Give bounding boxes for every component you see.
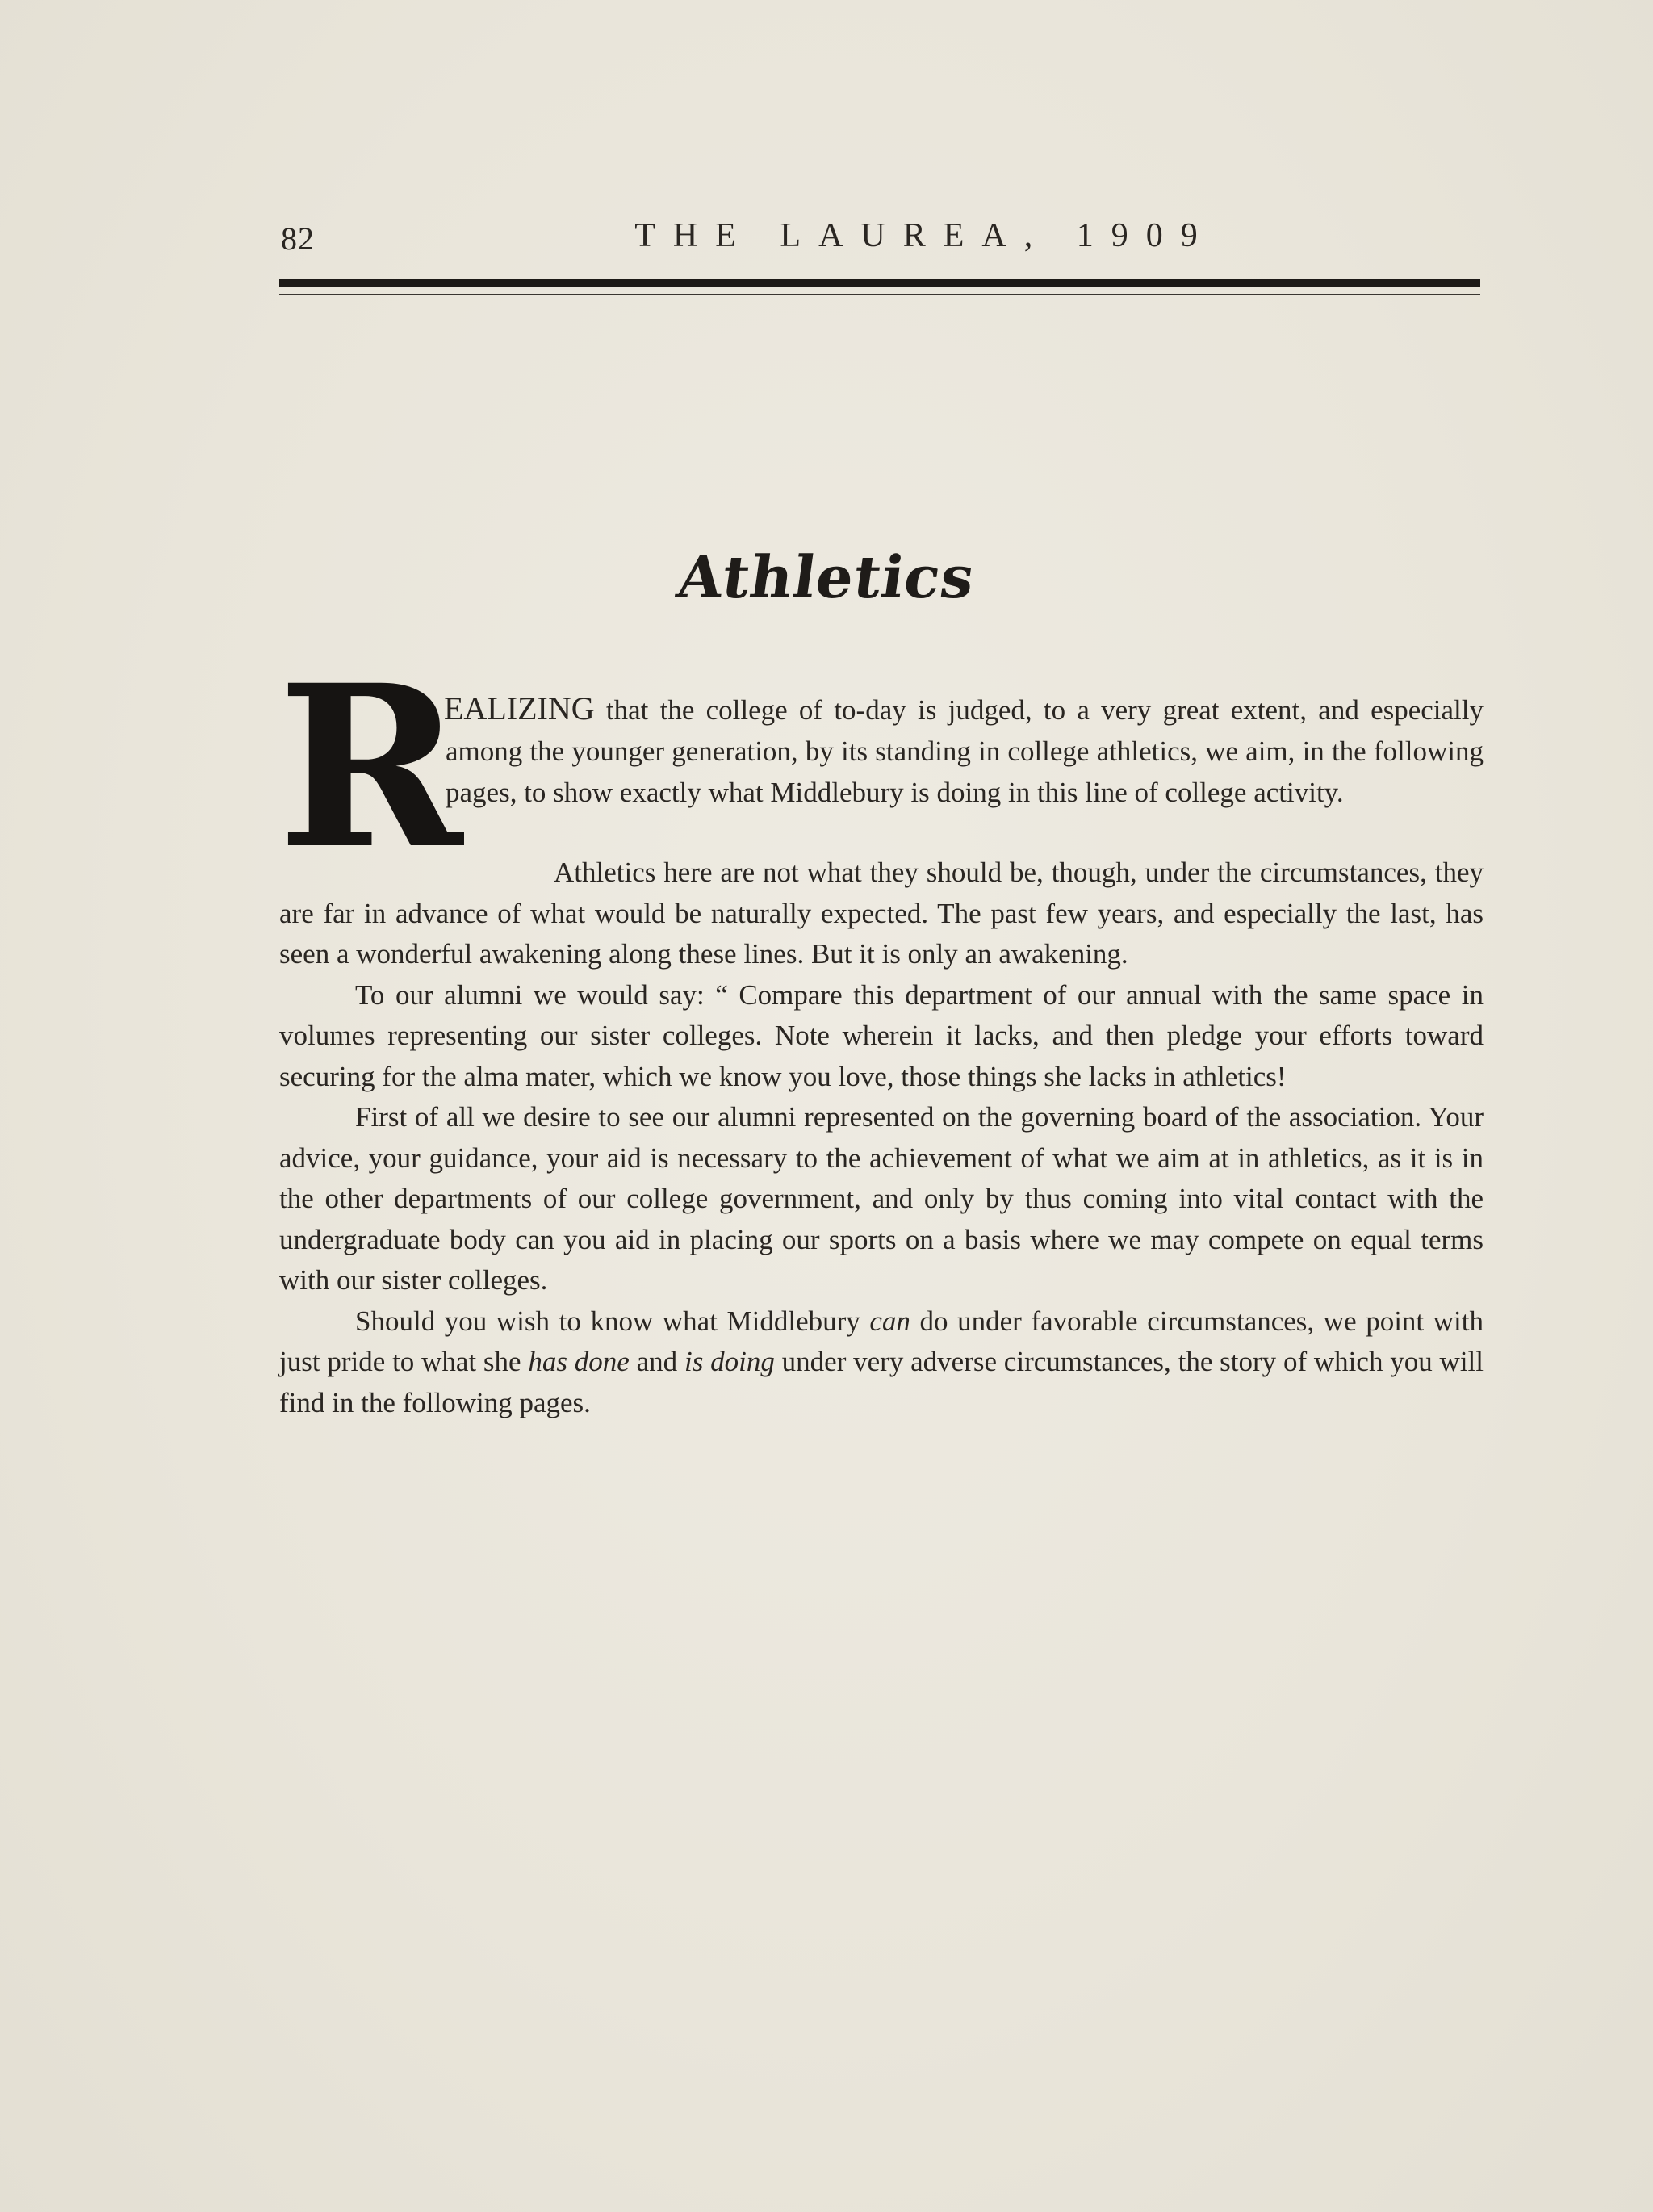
opening-text: that the college of to-day is judged, to a very great extent, and especially among the younger generation, by its standing in college athletics, we aim, in the following pages, to show exactly what Middlebury is doing in this line of college activity. [446,694,1484,808]
paragraph-4: First of all we desire to see our alumni represented on the governing board of the association. Your advice, your guidance, your aid is necessary to the achievement of what we aim at in athletics, as it is in the other departments of our college government, and only by thus coming into vital contact with the undergraduate body can you aid in placing our sports on a basis where we may compete on equal terms with our sister colleges. [279,1101,1484,1296]
running-title: THE LAUREA, 1909 [634,217,1216,254]
opening-paragraph [446,688,1484,813]
article-body [279,853,1484,1423]
opening-first-word: EALIZING [444,690,595,727]
emphasis-has-done: has done [528,1346,630,1377]
header-rule-thin [279,294,1480,295]
article-title-text: Athletics [673,543,980,611]
paragraph-5-part-4: under very adverse circumstances, the story of which you will find in the following pages. [279,1346,1484,1418]
drop-cap: R [278,637,463,899]
page-header [281,216,1480,265]
header-rule-thick [279,279,1480,287]
article-title [0,543,1653,611]
page-number: 82 [281,220,315,257]
paragraph-5 [279,1301,1484,1424]
paragraph-5-part-2: do under favorable circumstances, we point with just pride to what she [279,1305,1484,1377]
emphasis-is-doing: is doing [684,1346,775,1377]
paragraph-3: To our alumni we would say: “ Compare this department of our annual with the same space in volumes representing our sister colleges. Note wherein it lacks, and then pledge your efforts toward securing for the alma mater, which we know you love, those things she lacks in athletics! [279,978,1484,1092]
paragraph-5-part-1: Should you wish to know what Middlebury [355,1305,870,1337]
paragraph-5-part-3: and [629,1346,684,1377]
paragraph-2: Athletics here are not what they should be, though, under the circumstances, they are far in advance of what would be naturally expected. The past few years, and especially the last, has seen a wonderful awakening along these lines. But it is only an awakening. [279,857,1484,970]
emphasis-can: can [869,1305,910,1337]
